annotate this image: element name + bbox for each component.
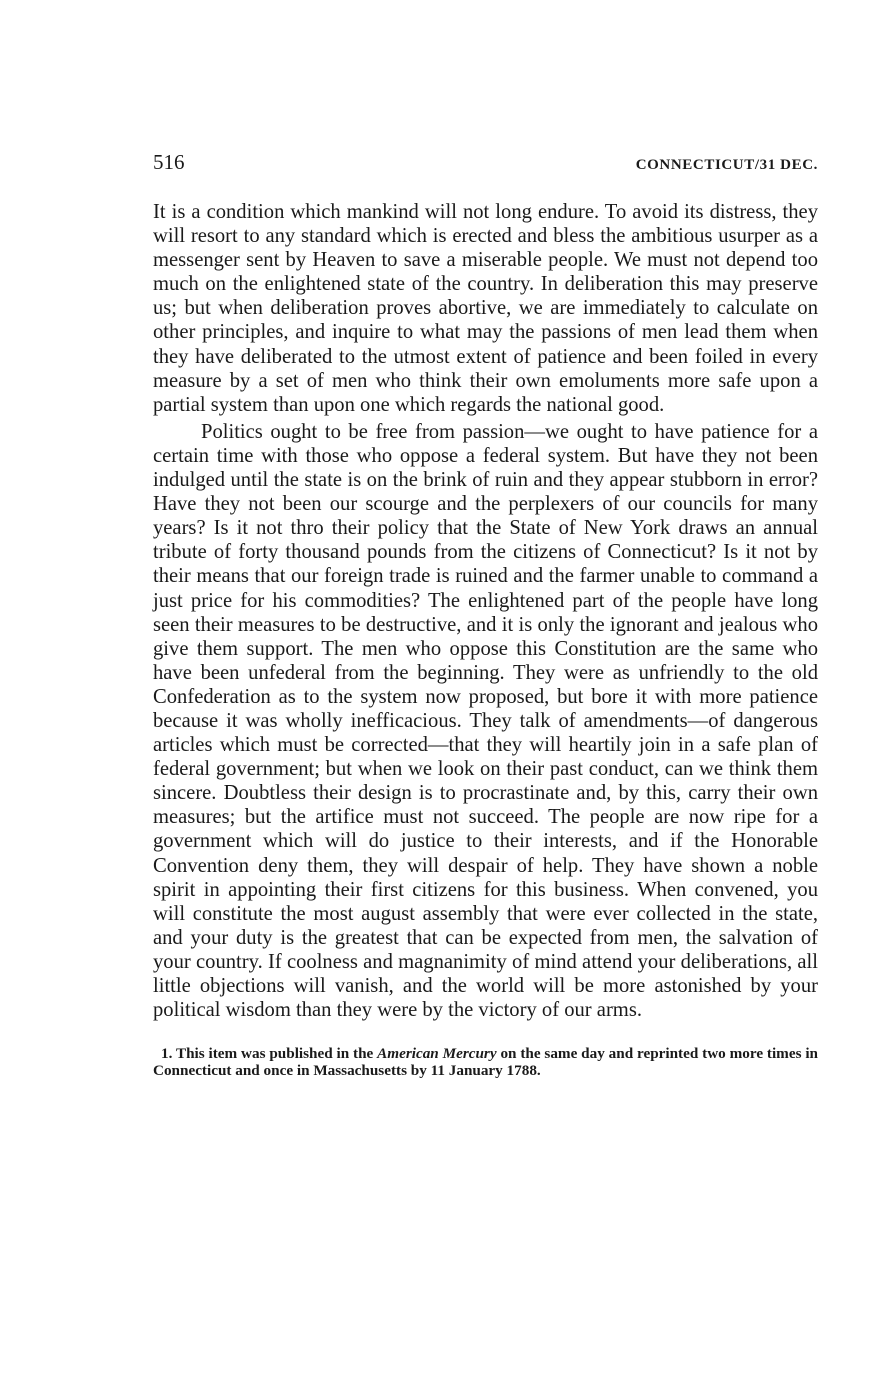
footnote-publication-title: American Mercury	[377, 1045, 497, 1063]
footnote	[153, 1045, 818, 1079]
running-title: CONNECTICUT/31 DEC.	[635, 157, 818, 173]
document-page	[153, 150, 818, 1079]
body-text	[153, 200, 818, 1022]
running-head	[153, 150, 818, 190]
footnote-text-before: 1. This item was published in the	[161, 1045, 378, 1063]
page-number: 516	[153, 150, 185, 174]
paragraph-1: It is a condition which mankind will not long endure. To avoid its distress, they will resort to any standard which is erected and bless the ambitious usurper as a messenger sent by Heaven to save a miserable people. We must not depend too much on the enlightened state of the country. In deliberation this may preserve us; but when deliberation proves abortive, we are immediately to calculate on other principles, and inquire to what may the passions of men lead them when they have deliberated to the utmost extent of patience and been foiled in every measure by a set of men who think their own emoluments more safe upon a partial system than upon one which regards the national good.	[153, 201, 818, 416]
footnote-text-after: on the same day and reprinted two more times in Connecticut and once in Massachusetts by 11 January 1788.	[153, 1045, 819, 1080]
paragraph-2: Politics ought to be free from passion—we ought to have patience for a certain time with those who oppose a federal system. But have they not been indulged until the state is on the brink of ruin and they appear stubborn in error? Have they not been our scourge and the perplexers of our councils for many years? Is it not thro their policy that the State of New York draws an annual tribute of forty thousand pounds from the citizens of Connecticut? Is it not by their means that our foreign trade is ruined and the farmer unable to command a just price for his commodities? The enlightened part of the people have long seen their measures to be destructive, and it is only the ignorant and jealous who give them support. The men who oppose this Constitution are the same who have been unfederal from the beginning. They were as unfriendly to the old Confederation as to the system now proposed, but bore it with more patience because it was wholly inefficacious. They talk of amendments—of dangerous articles which must be corrected—that they will heartily join in a safe plan of federal government; but when we look on their past conduct, can we think them sincere. Doubtless their design is to procrastinate and, by this, carry their own measures; but the artifice must not succeed. The people are now ripe for a government which will do justice to their interests, and if the Honorable Convention deny them, they will despair of help. They have shown a noble spirit in appointing their first citizens for this business. When convened, you will constitute the most august assembly that were ever collected in the state, and your duty is the greatest that can be expected from men, the salvation of your country. If coolness and magnanimity of mind attend your deliberations, all little objections will vanish, and the world will be more astonished by your political wisdom than they were by the victory of our arms.	[153, 420, 818, 1022]
